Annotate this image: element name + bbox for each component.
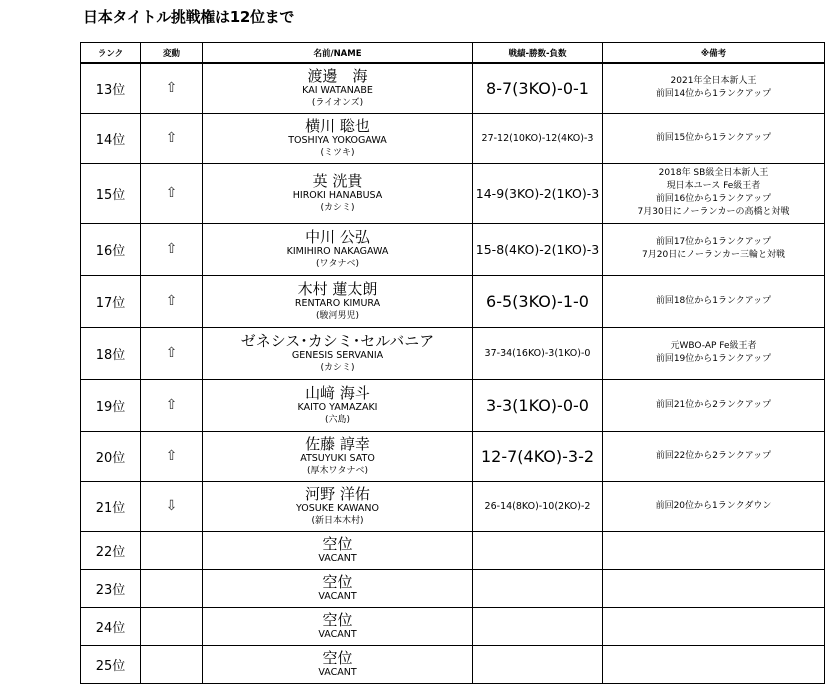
rank-cell: 17位	[81, 275, 141, 327]
table-row	[81, 327, 825, 379]
notes-cell	[603, 163, 825, 223]
table-row	[81, 607, 825, 645]
boxer-gym: (ワタナベ)	[316, 258, 359, 269]
rank-cell: 20位	[81, 431, 141, 481]
boxer-name-en: GENESIS SERVANIA	[291, 349, 384, 361]
name-cell	[203, 223, 473, 275]
note-line: 前回14位から1ランクアップ	[655, 89, 772, 100]
rank-up-icon	[141, 645, 203, 683]
notes-cell	[603, 569, 825, 607]
note-line: 7月20日にノーランカー三輪と対戦	[642, 250, 785, 260]
notes-cell	[603, 275, 825, 327]
boxer-name-jp: 木村 蓮太朗	[297, 279, 378, 298]
rank-up-icon: ⇧	[141, 379, 203, 431]
name-cell	[203, 569, 473, 607]
name-cell	[203, 113, 473, 163]
note-line: 前回16位から1ランクアップ	[655, 194, 772, 204]
name-cell	[203, 379, 473, 431]
table-row	[81, 223, 825, 275]
table-row	[81, 531, 825, 569]
table-row	[81, 275, 825, 327]
record-cell	[473, 531, 603, 569]
boxer-name-en: KAITO YAMAZAKI	[297, 401, 378, 413]
boxer-name-jp: 空位	[322, 572, 353, 591]
header-change: 変動	[141, 43, 203, 64]
rank-cell: 18位	[81, 327, 141, 379]
header-name: 名前/NAME	[203, 43, 473, 64]
header-row	[81, 43, 825, 64]
rank-up-icon: ⇧	[141, 63, 203, 113]
name-cell	[203, 431, 473, 481]
table-row	[81, 113, 825, 163]
notes-cell	[603, 63, 825, 113]
name-cell	[203, 481, 473, 531]
rank-up-icon: ⇧	[141, 327, 203, 379]
name-cell	[203, 63, 473, 113]
boxer-name-en: KAI WATANABE	[302, 84, 373, 96]
boxer-name-en: VACANT	[318, 552, 357, 564]
note-line: 7月30日にノーランカーの高橋と対戦	[637, 207, 790, 217]
record-cell	[473, 645, 603, 683]
name-cell	[203, 327, 473, 379]
notes-cell	[603, 327, 825, 379]
table-row	[81, 645, 825, 683]
boxer-name-jp: 佐藤 諄幸	[305, 434, 370, 453]
notes-cell	[603, 481, 825, 531]
rank-cell: 22位	[81, 531, 141, 569]
rank-up-icon	[141, 531, 203, 569]
boxer-name-jp: 河野 洋佑	[305, 484, 370, 503]
record-cell: 6-5(3KO)-1-0	[473, 275, 603, 327]
boxer-name-jp: 山﨑 海斗	[305, 383, 370, 402]
note-line: 前回17位から1ランクアップ	[655, 237, 772, 247]
rank-cell: 14位	[81, 113, 141, 163]
record-cell	[473, 569, 603, 607]
boxer-name-en: VACANT	[318, 666, 357, 678]
header-rank: ランク	[81, 43, 141, 64]
table-row	[81, 379, 825, 431]
name-cell	[203, 607, 473, 645]
boxer-name-jp: 横川 聡也	[305, 116, 370, 135]
boxer-name-jp: 空位	[322, 648, 353, 667]
boxer-name-jp: 空位	[322, 534, 353, 553]
header-notes: ※備考	[603, 43, 825, 64]
notes-cell	[603, 431, 825, 481]
record-cell: 26-14(8KO)-10(2KO)-2	[473, 481, 603, 531]
boxer-name-en: VACANT	[318, 628, 357, 640]
page-title: 日本タイトル挑戦権は12位まで	[83, 8, 295, 26]
table-row	[81, 63, 825, 113]
notes-cell	[603, 607, 825, 645]
notes-cell	[603, 223, 825, 275]
boxer-name-en: TOSHIYA YOKOGAWA	[288, 134, 387, 146]
rank-cell: 19位	[81, 379, 141, 431]
note-line: 現日本ユース Fe級王者	[666, 181, 761, 191]
note-line: 前回19位から1ランクアップ	[655, 354, 772, 364]
record-cell: 27-12(10KO)-12(4KO)-3	[473, 113, 603, 163]
record-cell: 8-7(3KO)-0-1	[473, 63, 603, 113]
rank-up-icon	[141, 607, 203, 645]
record-cell: 12-7(4KO)-3-2	[473, 431, 603, 481]
record-cell: 15-8(4KO)-2(1KO)-3	[473, 223, 603, 275]
boxer-name-jp: 英 洸貴	[312, 171, 363, 190]
boxer-gym: (厚木ワタナベ)	[307, 465, 368, 476]
rank-down-icon: ⇩	[141, 481, 203, 531]
boxer-gym: (六島)	[324, 414, 351, 425]
ranking-table	[80, 42, 825, 684]
note-line: 2021年全日本新人王	[670, 76, 757, 87]
notes-cell	[603, 531, 825, 569]
rank-up-icon: ⇧	[141, 223, 203, 275]
rank-cell: 16位	[81, 223, 141, 275]
record-cell: 3-3(1KO)-0-0	[473, 379, 603, 431]
boxer-gym: (カシミ)	[320, 202, 355, 213]
boxer-gym: (新日本木村)	[311, 515, 364, 526]
rank-up-icon: ⇧	[141, 113, 203, 163]
rank-up-icon: ⇧	[141, 163, 203, 223]
rank-cell: 24位	[81, 607, 141, 645]
boxer-gym: (カシミ)	[320, 362, 355, 373]
notes-cell	[603, 113, 825, 163]
boxer-name-en: KIMIHIRO NAKAGAWA	[286, 245, 389, 257]
note-line: 前回18位から1ランクアップ	[655, 295, 772, 306]
boxer-name-jp: ゼネシス･カシミ･セルバニア	[240, 331, 435, 350]
table-row	[81, 163, 825, 223]
boxer-name-en: VACANT	[318, 590, 357, 602]
header-record: 戦績-勝数-負数	[473, 43, 603, 64]
boxer-gym: (ライオンズ)	[311, 97, 364, 108]
name-cell	[203, 531, 473, 569]
name-cell	[203, 275, 473, 327]
boxer-name-en: RENTARO KIMURA	[294, 297, 381, 309]
note-line: 2018年 SB級全日本新人王	[658, 168, 769, 178]
note-line: 前回21位から2ランクアップ	[655, 399, 772, 410]
boxer-name-jp: 渡邊 海	[307, 66, 368, 85]
name-cell	[203, 163, 473, 223]
rank-cell: 15位	[81, 163, 141, 223]
boxer-name-en: ATSUYUKI SATO	[300, 452, 375, 464]
rank-up-icon: ⇧	[141, 275, 203, 327]
boxer-gym: (ミツキ)	[320, 147, 355, 158]
notes-cell	[603, 645, 825, 683]
rank-cell: 25位	[81, 645, 141, 683]
rank-cell: 23位	[81, 569, 141, 607]
notes-cell	[603, 379, 825, 431]
rank-up-icon	[141, 569, 203, 607]
record-cell: 14-9(3KO)-2(1KO)-3	[473, 163, 603, 223]
name-cell	[203, 645, 473, 683]
table-row	[81, 569, 825, 607]
record-cell: 37-34(16KO)-3(1KO)-0	[473, 327, 603, 379]
note-line: 前回20位から1ランクダウン	[655, 500, 772, 511]
table-row	[81, 431, 825, 481]
note-line: 前回22位から2ランクアップ	[655, 450, 772, 461]
note-line: 元WBO-AP Fe級王者	[670, 341, 757, 351]
table-row	[81, 481, 825, 531]
note-line: 前回15位から1ランクアップ	[655, 132, 772, 143]
record-cell	[473, 607, 603, 645]
boxer-name-jp: 空位	[322, 610, 353, 629]
boxer-gym: (駿河男児)	[315, 310, 360, 321]
boxer-name-en: YOSUKE KAWANO	[296, 502, 379, 514]
rank-up-icon: ⇧	[141, 431, 203, 481]
boxer-name-en: HIROKI HANABUSA	[292, 189, 383, 201]
rank-cell: 13位	[81, 63, 141, 113]
boxer-name-jp: 中川 公弘	[305, 227, 370, 246]
rank-cell: 21位	[81, 481, 141, 531]
